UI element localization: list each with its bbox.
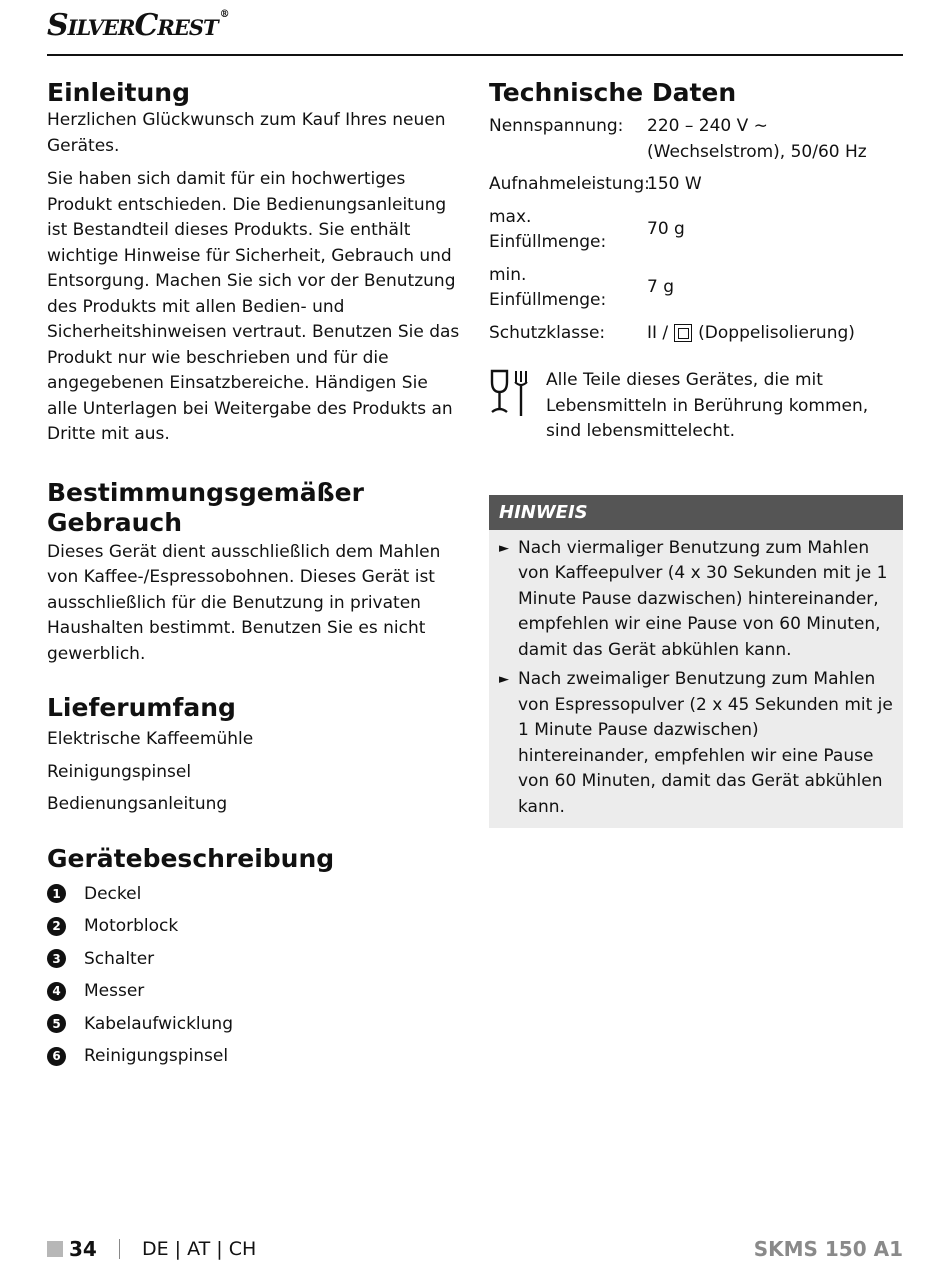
hinweis-title: HINWEIS bbox=[489, 495, 903, 530]
hinweis-text: Nach viermaliger Benutzung zum Mahlen von Kaffeepulver (4 x 30 Sekunden mit je 1 Minute Pause dazwischen) hintereinander, empfehlen wir eine Pause von 60 Minuten, damit das Gerät abkühlen kann. bbox=[518, 537, 888, 660]
bestimmung-paragraph: Dieses Gerät dient ausschließlich dem Mahlen von Kaffee-/Espressobohnen. Dieses Gerät ist ausschließlich für die Benutzung in privaten Haushalten bestimmt. Benutzen Sie es nicht gewerblich. bbox=[47, 541, 441, 664]
spec-value: 7 g bbox=[647, 277, 675, 298]
brand-name: SilverCrest bbox=[47, 8, 218, 43]
spec-table bbox=[489, 114, 903, 346]
einleitung-paragraph-1: Herzlichen Glückwunsch zum Kauf Ihres neuen Gerätes. bbox=[47, 110, 446, 156]
spec-value: 220 – 240 V ∼ (Wechselstrom), 50/60 Hz bbox=[647, 116, 867, 162]
hinweis-item bbox=[499, 667, 893, 820]
header-rule bbox=[47, 54, 903, 56]
brand-logo bbox=[47, 4, 229, 48]
spec-value bbox=[647, 321, 855, 347]
arrow-bullet-icon: ► bbox=[499, 672, 509, 687]
section-bestimmung bbox=[47, 478, 462, 668]
section-lieferumfang bbox=[47, 693, 462, 818]
arrow-bullet-icon: ► bbox=[499, 540, 509, 556]
spec-row bbox=[489, 263, 903, 314]
hinweis-box bbox=[489, 495, 903, 829]
spec-row bbox=[489, 321, 903, 347]
part-number-badge: 4 bbox=[47, 982, 66, 1001]
part-item bbox=[47, 975, 462, 1008]
spec-label: min. Einfüllmenge: bbox=[489, 264, 607, 310]
parts-list bbox=[47, 878, 462, 1073]
part-item bbox=[47, 1040, 462, 1073]
food-safe-icon bbox=[489, 368, 531, 420]
heading-bestimmung: Bestimmungsgemäßer Gebrauch bbox=[47, 477, 364, 537]
hinweis-text: Nach zweimaliger Benutzung zum Mahlen von Espressopulver (2 x 45 Sekunden mit je 1 Minute Pause dazwischen) hintereinander, empfehlen wir eine Pause von 60 Minuten, damit das Gerät abkühlen kann. bbox=[518, 669, 893, 817]
part-number-badge: 2 bbox=[47, 917, 66, 936]
page-number: 34 bbox=[69, 1237, 97, 1261]
heading-geraetebeschreibung: Gerätebeschreibung bbox=[47, 843, 335, 873]
double-insulation-icon bbox=[674, 324, 692, 342]
part-number-badge: 1 bbox=[47, 884, 66, 903]
section-technische-daten bbox=[489, 78, 903, 346]
schutzklasse-prefix: II / bbox=[647, 322, 669, 343]
left-column bbox=[47, 78, 462, 1073]
part-number-badge: 6 bbox=[47, 1047, 66, 1066]
part-item bbox=[47, 910, 462, 943]
spec-row bbox=[489, 205, 903, 256]
part-number-badge: 5 bbox=[47, 1014, 66, 1033]
food-safe-note bbox=[489, 368, 903, 445]
spec-row bbox=[489, 114, 903, 165]
part-label: Motorblock bbox=[84, 916, 179, 937]
spec-label: max. Einfüllmenge: bbox=[489, 206, 607, 252]
hinweis-body bbox=[489, 530, 903, 829]
heading-technische-daten: Technische Daten bbox=[489, 78, 737, 107]
einleitung-paragraph-2: Sie haben sich damit für ein hochwertiges Produkt entschieden. Die Bedienungsanleitung ist Bestandteil dieses Produkts. Sie enthält wichtige Hinweise für Sicherheit, Gebrauch und Entsorgung. Machen Sie sich vor der Benutzung des Produkts mit allen Bedien- und Sicherheitshinweisen vertraut. Benutzen Sie das Produkt nur wie beschrieben und für die angegebenen Einsatzbereiche. Händigen Sie alle Unterlagen bei Weitergabe des Produkts an Dritte mit aus. bbox=[47, 169, 460, 444]
hinweis-item bbox=[499, 536, 893, 664]
lieferumfang-list bbox=[47, 727, 462, 818]
section-einleitung bbox=[47, 78, 462, 448]
part-item bbox=[47, 943, 462, 976]
heading-einleitung: Einleitung bbox=[47, 78, 190, 107]
spec-label: Nennspannung: bbox=[489, 116, 624, 136]
part-label: Reinigungspinsel bbox=[84, 1046, 229, 1067]
spec-value: 70 g bbox=[647, 219, 685, 240]
country-codes: DE | AT | CH bbox=[142, 1238, 257, 1260]
page-marker bbox=[47, 1241, 63, 1257]
part-label: Deckel bbox=[84, 883, 142, 904]
registered-mark: ® bbox=[219, 9, 229, 20]
part-label: Kabelaufwicklung bbox=[84, 1013, 233, 1034]
part-number-badge: 3 bbox=[47, 949, 66, 968]
part-item bbox=[47, 1008, 462, 1041]
section-geraetebeschreibung bbox=[47, 844, 462, 1073]
right-column bbox=[489, 78, 903, 828]
spec-label: Aufnahmeleistung: bbox=[489, 174, 650, 194]
spec-value: 150 W bbox=[647, 174, 702, 194]
schutzklasse-suffix: (Doppelisolierung) bbox=[698, 322, 855, 343]
page-footer bbox=[47, 1236, 903, 1264]
list-item: Reinigungspinsel bbox=[47, 761, 192, 782]
spec-label: Schutzklasse: bbox=[489, 322, 606, 343]
part-label: Messer bbox=[84, 981, 145, 1002]
food-safe-text: Alle Teile dieses Gerätes, die mit Lebensmitteln in Berührung kommen, sind lebensmittelecht. bbox=[546, 370, 869, 441]
heading-lieferumfang: Lieferumfang bbox=[47, 693, 236, 722]
list-item: Elektrische Kaffeemühle bbox=[47, 729, 254, 749]
part-label: Schalter bbox=[84, 948, 155, 969]
part-item bbox=[47, 878, 462, 911]
model-number: SKMS 150 A1 bbox=[753, 1237, 903, 1261]
spec-row bbox=[489, 172, 903, 198]
list-item: Bedienungsanleitung bbox=[47, 794, 228, 814]
footer-divider bbox=[119, 1239, 120, 1259]
